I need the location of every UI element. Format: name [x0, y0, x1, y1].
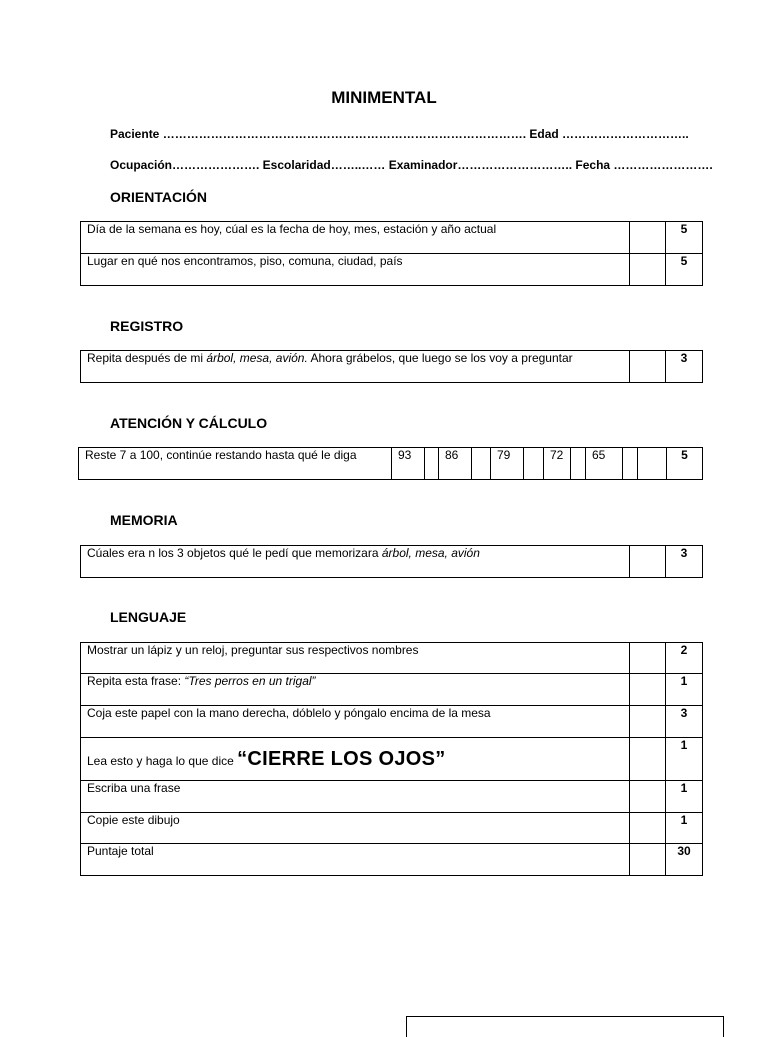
item-score: 1: [666, 813, 703, 844]
item-text: Reste 7 a 100, continúe restando hasta qué le diga: [79, 448, 392, 480]
answer-box[interactable]: [623, 448, 638, 480]
table-row: [81, 351, 703, 383]
item-score: 3: [666, 706, 703, 738]
item-score: 3: [666, 546, 703, 578]
table-row: [81, 546, 703, 578]
examiner-info-line: Ocupación…………………. Escolaridad……..…… Examinador……………………….. Fecha …………………….: [110, 158, 713, 172]
item-text: [81, 351, 630, 383]
item-text: [81, 738, 630, 781]
total-row: [81, 844, 703, 876]
table-row: [81, 738, 703, 781]
item-text-italic: “Tres perros en un trigal”: [184, 674, 316, 688]
answer-box[interactable]: [630, 706, 666, 738]
total-score: 30: [666, 844, 703, 876]
item-score: 5: [667, 448, 703, 480]
item-score: 5: [666, 222, 703, 254]
answer-box[interactable]: [630, 674, 666, 706]
item-text-pre: Lea esto y haga lo que dice: [87, 753, 238, 768]
document-title: MINIMENTAL: [331, 88, 437, 107]
answer-box[interactable]: [638, 448, 667, 480]
item-text: Escriba una frase: [81, 781, 630, 813]
item-text: Coja este papel con la mano derecha, dóblelo y póngalo encima de la mesa: [81, 706, 630, 738]
orientacion-table: [80, 221, 703, 286]
item-text: Copie este dibujo: [81, 813, 630, 844]
calc-value: 65: [586, 448, 623, 480]
atencion-table: [78, 447, 703, 480]
item-score: 2: [666, 643, 703, 674]
calc-value: 93: [392, 448, 425, 480]
table-row: [79, 448, 703, 480]
registro-table: [80, 350, 703, 383]
section-heading-lenguaje: LENGUAJE: [110, 609, 187, 625]
answer-box[interactable]: [630, 546, 666, 578]
answer-box[interactable]: [630, 254, 666, 286]
table-row: [81, 813, 703, 844]
item-text: [81, 546, 630, 578]
total-label: Puntaje total: [81, 844, 630, 876]
item-score: 5: [666, 254, 703, 286]
item-text-pre: Cúales era n los 3 objetos qué le pedí que memorizara: [87, 546, 382, 560]
item-score: 3: [666, 351, 703, 383]
item-score: 1: [666, 674, 703, 706]
section-heading-memoria: MEMORIA: [110, 512, 178, 528]
answer-box[interactable]: [571, 448, 586, 480]
item-text-post: Ahora grábelos, que luego se los voy a preguntar: [307, 351, 573, 365]
answer-box[interactable]: [630, 781, 666, 813]
table-row: [81, 254, 703, 286]
calc-value: 72: [544, 448, 571, 480]
table-row: [81, 674, 703, 706]
item-text-pre: Repita esta frase:: [87, 674, 185, 688]
item-score: 1: [666, 738, 703, 781]
footer-box: [406, 1016, 724, 1037]
memoria-table: [80, 545, 703, 578]
item-text: Día de la semana es hoy, cúal es la fecha de hoy, mes, estación y año actual: [81, 222, 630, 254]
section-heading-atencion: ATENCIÓN Y CÁLCULO: [110, 415, 268, 431]
answer-box[interactable]: [630, 738, 666, 781]
answer-box[interactable]: [630, 351, 666, 383]
answer-box[interactable]: [524, 448, 544, 480]
item-text-italic: árbol, mesa, avión.: [206, 351, 308, 365]
lenguaje-table: [80, 642, 703, 876]
answer-box[interactable]: [425, 448, 439, 480]
table-row: [81, 781, 703, 813]
answer-box[interactable]: [630, 643, 666, 674]
closed-eyes-instruction: “CIERRE LOS OJOS”: [237, 747, 446, 770]
item-text: [81, 674, 630, 706]
answer-box[interactable]: [630, 813, 666, 844]
answer-box[interactable]: [630, 222, 666, 254]
calc-value: 79: [491, 448, 524, 480]
item-text: Lugar en qué nos encontramos, piso, comuna, ciudad, país: [81, 254, 630, 286]
item-text: Mostrar un lápiz y un reloj, preguntar sus respectivos nombres: [81, 643, 630, 674]
table-row: [81, 222, 703, 254]
item-score: 1: [666, 781, 703, 813]
answer-box[interactable]: [472, 448, 491, 480]
table-row: [81, 706, 703, 738]
section-heading-registro: REGISTRO: [110, 318, 184, 334]
section-heading-orientacion: ORIENTACIÓN: [110, 189, 207, 205]
answer-box[interactable]: [630, 844, 666, 876]
item-text-italic: árbol, mesa, avión: [381, 546, 480, 560]
patient-info-line: Paciente ………………………………………………………………………………. Edad …………………………..: [110, 127, 689, 141]
calc-value: 86: [439, 448, 472, 480]
item-text-pre: Repita después de mi: [87, 351, 207, 365]
table-row: [81, 643, 703, 674]
